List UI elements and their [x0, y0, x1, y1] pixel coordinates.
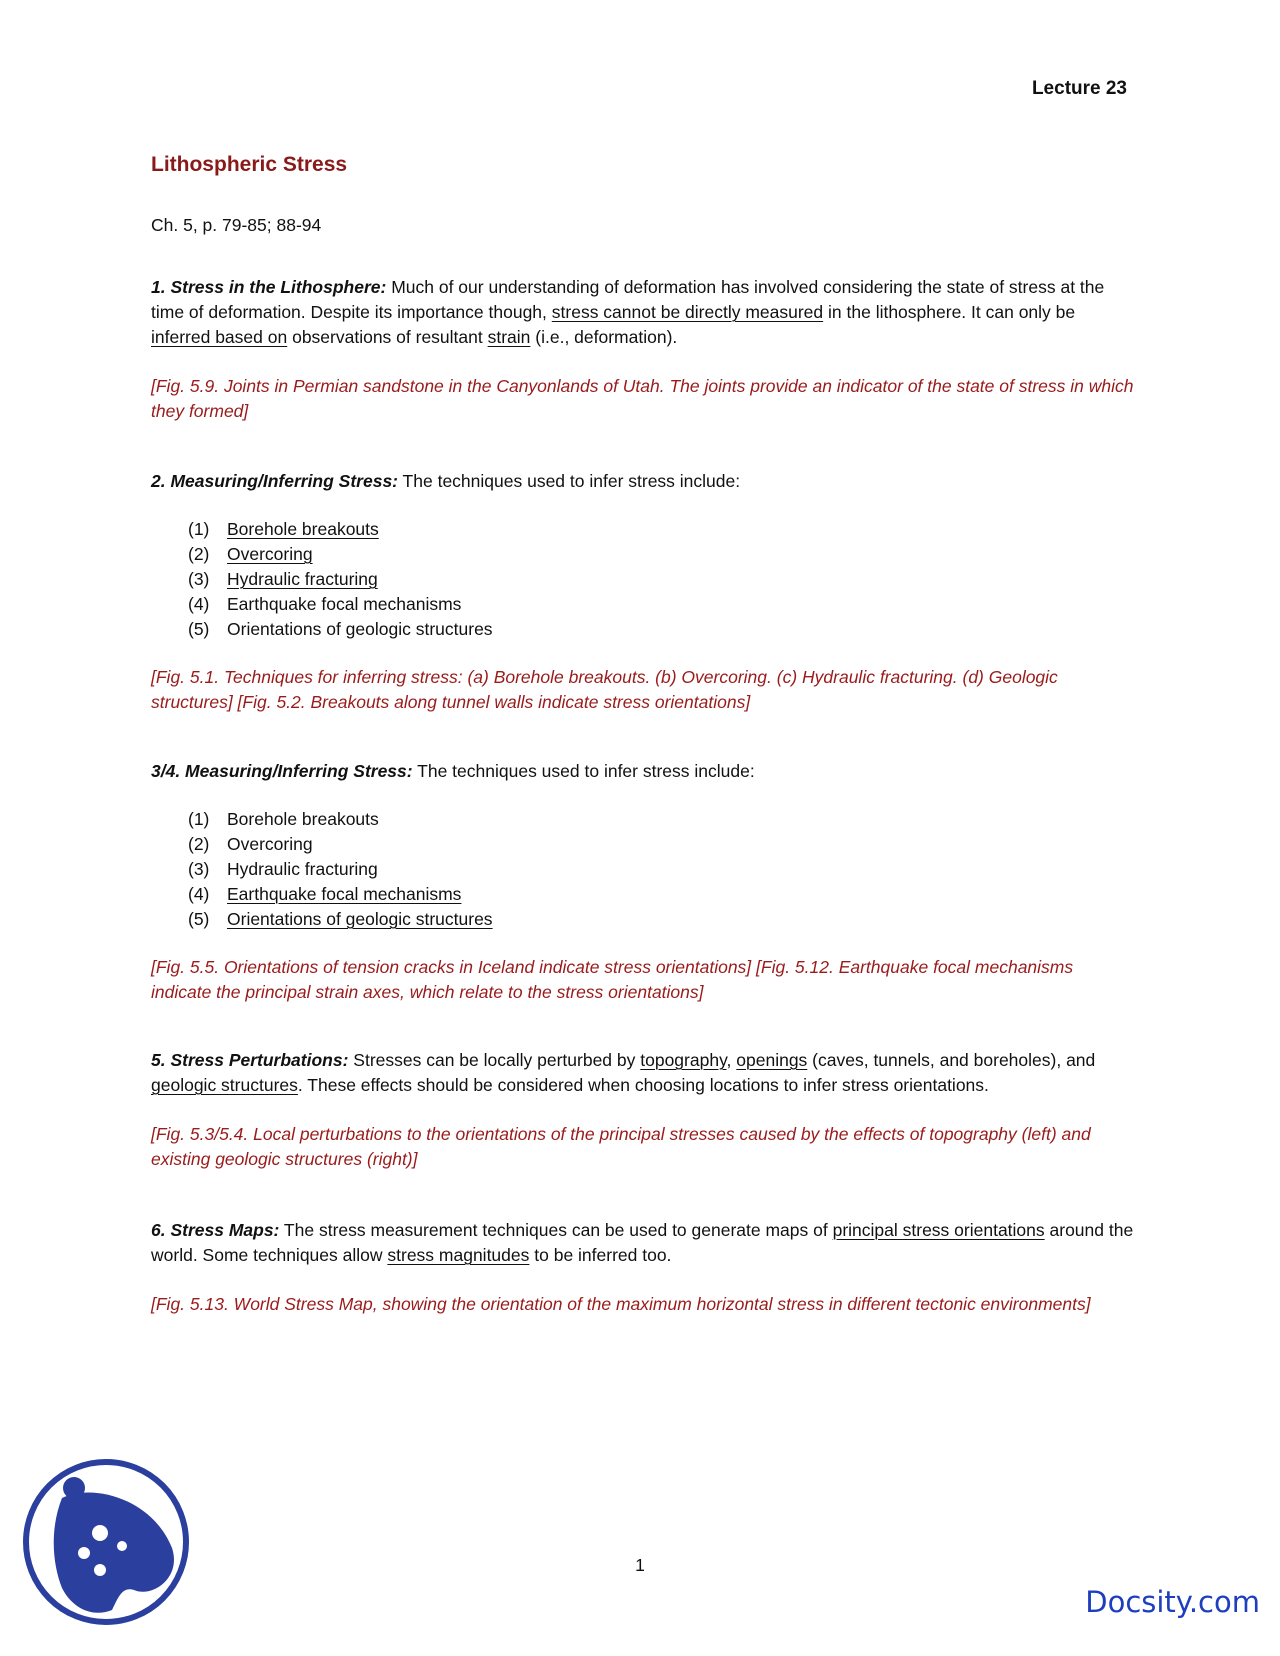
section-paragraph: 1. Stress in the Lithosphere: Much of our understanding of deformation has involved considering the state of stress at the time of deformation. Despite its importance though, stress cannot be directly measured in the lithosphere. It can only be inferred based on observations of resultant strain (i.e., deformation).: [151, 277, 1105, 347]
list-item: (1) Borehole breakouts: [188, 809, 379, 829]
list-item: (4) Earthquake focal mechanisms: [188, 594, 462, 614]
underlined-term: topography: [640, 1050, 727, 1070]
list-item: (1) Borehole breakouts: [188, 519, 379, 539]
underlined-term: inferred based on: [151, 327, 288, 347]
figure-caption: [Fig. 5.3/5.4. Local perturbations to the orientations of the principal stresses caused by the effects of topography (left) and existing geologic structures (right)]: [151, 1124, 1091, 1169]
list-item: (4) Earthquake focal mechanisms: [188, 884, 462, 904]
list-item: (5) Orientations of geologic structures: [188, 619, 493, 639]
underlined-term: stress cannot be directly measured: [551, 302, 824, 322]
list-item: (5) Orientations of geologic structures: [188, 909, 493, 929]
section-heading: 1. Stress in the Lithosphere:: [151, 277, 387, 297]
section-paragraph: 3/4. Measuring/Inferring Stress: The techniques used to infer stress include:: [151, 761, 755, 781]
section-heading: 6. Stress Maps:: [151, 1220, 280, 1240]
section-measuring-stress-2: [151, 759, 1136, 1005]
list-item: (2) Overcoring: [188, 544, 313, 564]
underlined-term: principal stress orientations: [832, 1220, 1045, 1240]
figure-caption: [Fig. 5.9. Joints in Permian sandstone in the Canyonlands of Utah. The joints provide an indicator of the state of stress in which they formed]: [151, 376, 1134, 421]
list-item: (2) Overcoring: [188, 834, 313, 854]
figure-caption: [Fig. 5.5. Orientations of tension cracks in Iceland indicate stress orientations] [Fig. 5.12. Earthquake focal mechanisms indicate the principal strain axes, which relate to the stress orientations]: [151, 957, 1074, 1002]
docsity-brand-link[interactable]: Docsity.com: [1085, 1585, 1260, 1619]
underlined-term: strain: [487, 327, 531, 347]
technique-list: [151, 517, 1136, 642]
section-stress-maps: [151, 1218, 1136, 1317]
section-paragraph: 5. Stress Perturbations: Stresses can be locally perturbed by topography, openings (caves, tunnels, and boreholes), and geologic structures. These effects should be considered when choosing locations to infer stress orientations.: [151, 1050, 1096, 1095]
section-heading: 2. Measuring/Inferring Stress:: [151, 471, 399, 491]
section-heading: 3/4. Measuring/Inferring Stress:: [151, 761, 413, 781]
chapter-reference: Ch. 5, p. 79-85; 88-94: [151, 215, 322, 235]
lecture-label: Lecture 23: [1031, 78, 1127, 99]
section-stress-perturbations: [151, 1048, 1136, 1172]
underlined-term: stress magnitudes: [387, 1245, 530, 1265]
section-paragraph: 6. Stress Maps: The stress measurement techniques can be used to generate maps of principal stress orientations around the world. Some techniques allow stress magnitudes to be inferred too.: [151, 1220, 1134, 1265]
list-item: (3) Hydraulic fracturing: [188, 859, 378, 879]
section-stress-in-lithosphere: [151, 275, 1136, 424]
page-number: 1: [635, 1555, 645, 1575]
section-heading: 5. Stress Perturbations:: [151, 1050, 349, 1070]
page-title: Lithospheric Stress: [151, 153, 348, 176]
underlined-term: openings: [736, 1050, 808, 1070]
section-measuring-stress: [151, 469, 1136, 715]
underlined-term: geologic structures: [151, 1075, 298, 1095]
section-paragraph: 2. Measuring/Inferring Stress: The techniques used to infer stress include:: [151, 471, 741, 491]
figure-caption: [Fig. 5.1. Techniques for inferring stress: (a) Borehole breakouts. (b) Overcoring. (c) Hydraulic fracturing. (d) Geologic structures] [Fig. 5.2. Breakouts along tunnel walls indicate stress orientations]: [151, 667, 1058, 712]
docsity-logo-icon: [22, 1458, 190, 1626]
technique-list: [151, 807, 1136, 932]
list-item: (3) Hydraulic fracturing: [188, 569, 378, 589]
figure-caption: [Fig. 5.13. World Stress Map, showing the orientation of the maximum horizontal stress in different tectonic environments]: [151, 1294, 1091, 1314]
